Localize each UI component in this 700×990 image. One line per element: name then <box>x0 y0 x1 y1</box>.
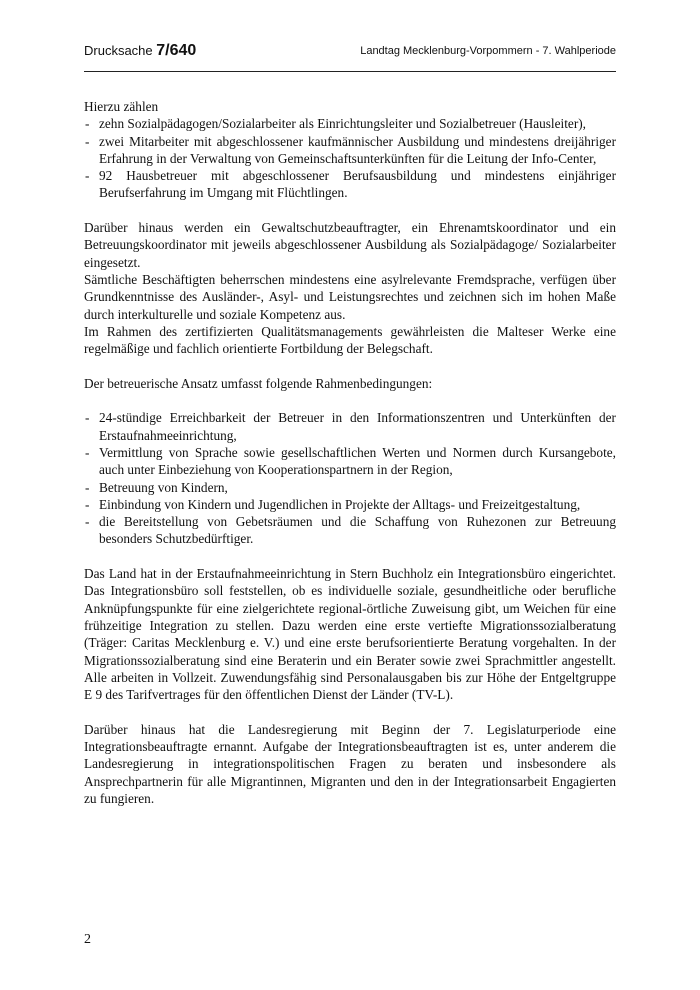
list-item: - Einbindung von Kindern und Jugendlichen in Projekte der Alltags- und Freizeitgestaltung, <box>84 496 616 513</box>
paragraph-gap <box>84 392 616 409</box>
parliament-label: Landtag Mecklenburg-Vorpommern - 7. Wahlperiode <box>360 45 616 57</box>
list-item: - Vermittlung von Sprache sowie gesellschaftlichen Werten und Normen durch Kursangebote, auch unter Einbeziehung von Kooperationspartnern in der Region, <box>84 444 616 479</box>
paragraph: Sämtliche Beschäftigten beherrschen mindestens eine asylrelevante Fremdsprache, verfügen über Grundkenntnisse des Ausländer-, Asyl- und Leistungsrechtes und zeichnen sich im hohen Maße durch interkulturelle und soziale Kompetenz aus. <box>84 271 616 322</box>
paragraph: Das Land hat in der Erstaufnahmeeinrichtung in Stern Buchholz ein Integrationsbüro eingerichtet. Das Integrationsbüro soll feststellen, ob es individuelle soziale, gesundheitliche oder berufliche Anknüpfungspunkte für eine zielgerichtete regional-örtliche Zuweisung gibt, um Weichen für eine frühzeitige Integration zu stellen. Dazu werden eine erste vertiefte Migrationssozialberatung (Träger: Caritas Mecklenburg e. V.) und eine erste berufsorientierte Beratung vorgehalten. In der Migrationssozialberatung sind eine Beraterin und ein Berater sowie zwei Sprachmittler angestellt. Alle arbeiten in Vollzeit. Zuwendungsfähig sind Personalausgaben bis zur Höhe der Entgeltgruppe E 9 des Tarifvertrages für den öffentlichen Dienst der Länder (TV-L). <box>84 566 616 703</box>
list-item: - die Bereitstellung von Gebetsräumen und die Schaffung von Ruhezonen zur Betreuung besonders Schutzbedürftiger. <box>84 513 616 548</box>
list-item: - zehn Sozialpädagogen/Sozialarbeiter als Einrichtungsleiter und Sozialbetreuer (Hausleiter), <box>84 115 616 132</box>
list-item: - zwei Mitarbeiter mit abgeschlossener kaufmännischer Ausbildung und mindestens dreijähriger Erfahrung in der Verwaltung von Gemeinschaftsunterkünften für die Leitung der Info-Center, <box>84 133 616 168</box>
document-label: Drucksache 7/640 <box>84 42 197 59</box>
conditions-list <box>84 409 616 547</box>
page-header <box>84 40 616 64</box>
section3-intro: Der betreuerische Ansatz umfasst folgende Rahmenbedingungen: <box>84 375 433 391</box>
paragraph: Darüber hinaus werden ein Gewaltschutzbeauftragter, ein Ehrenamtskoordinator und ein Betreuungskoordinator mit jeweils abgeschlossener Ausbildung als Sozialpädagoge/ Sozialarbeiter eingesetzt. <box>84 220 616 270</box>
paragraph-gap <box>84 548 616 565</box>
paragraph-gap <box>84 357 616 374</box>
page-number: 2 <box>84 932 91 947</box>
list-item: - 24-stündige Erreichbarkeit der Betreuer in den Informationszentren und Unterkünften der Erstaufnahmeeinrichtung, <box>84 409 616 444</box>
staff-list <box>84 115 616 201</box>
paragraph: Im Rahmen des zertifizierten Qualitätsmanagements gewährleisten die Malteser Werke eine regelmäßige und fachlich orientierte Fortbildung der Belegschaft. <box>84 323 616 357</box>
paragraph-gap <box>84 202 616 219</box>
paragraph-gap <box>84 703 616 720</box>
document-body <box>84 98 616 807</box>
list-item: - 92 Hausbetreuer mit abgeschlossener Berufsausbildung und mindestens einjähriger Berufserfahrung im Umgang mit Flüchtlingen. <box>84 167 616 202</box>
header-rule <box>84 71 616 72</box>
section1-intro: Hierzu zählen <box>84 99 159 114</box>
paragraph: Darüber hinaus hat die Landesregierung mit Beginn der 7. Legislaturperiode eine Integrationsbeauftragte ernannt. Aufgabe der Integrationsbeauftragten ist es, unter anderem die Landesregierung in integrationspolitischen Fragen zu beraten und insbesondere als Ansprechpartnerin für alle Migrantinnen, Migranten und den in der Integrationsarbeit Engagierten zu fungieren. <box>84 721 616 806</box>
document-number: 7/640 <box>156 42 197 59</box>
list-item: - Betreuung von Kindern, <box>84 479 616 496</box>
